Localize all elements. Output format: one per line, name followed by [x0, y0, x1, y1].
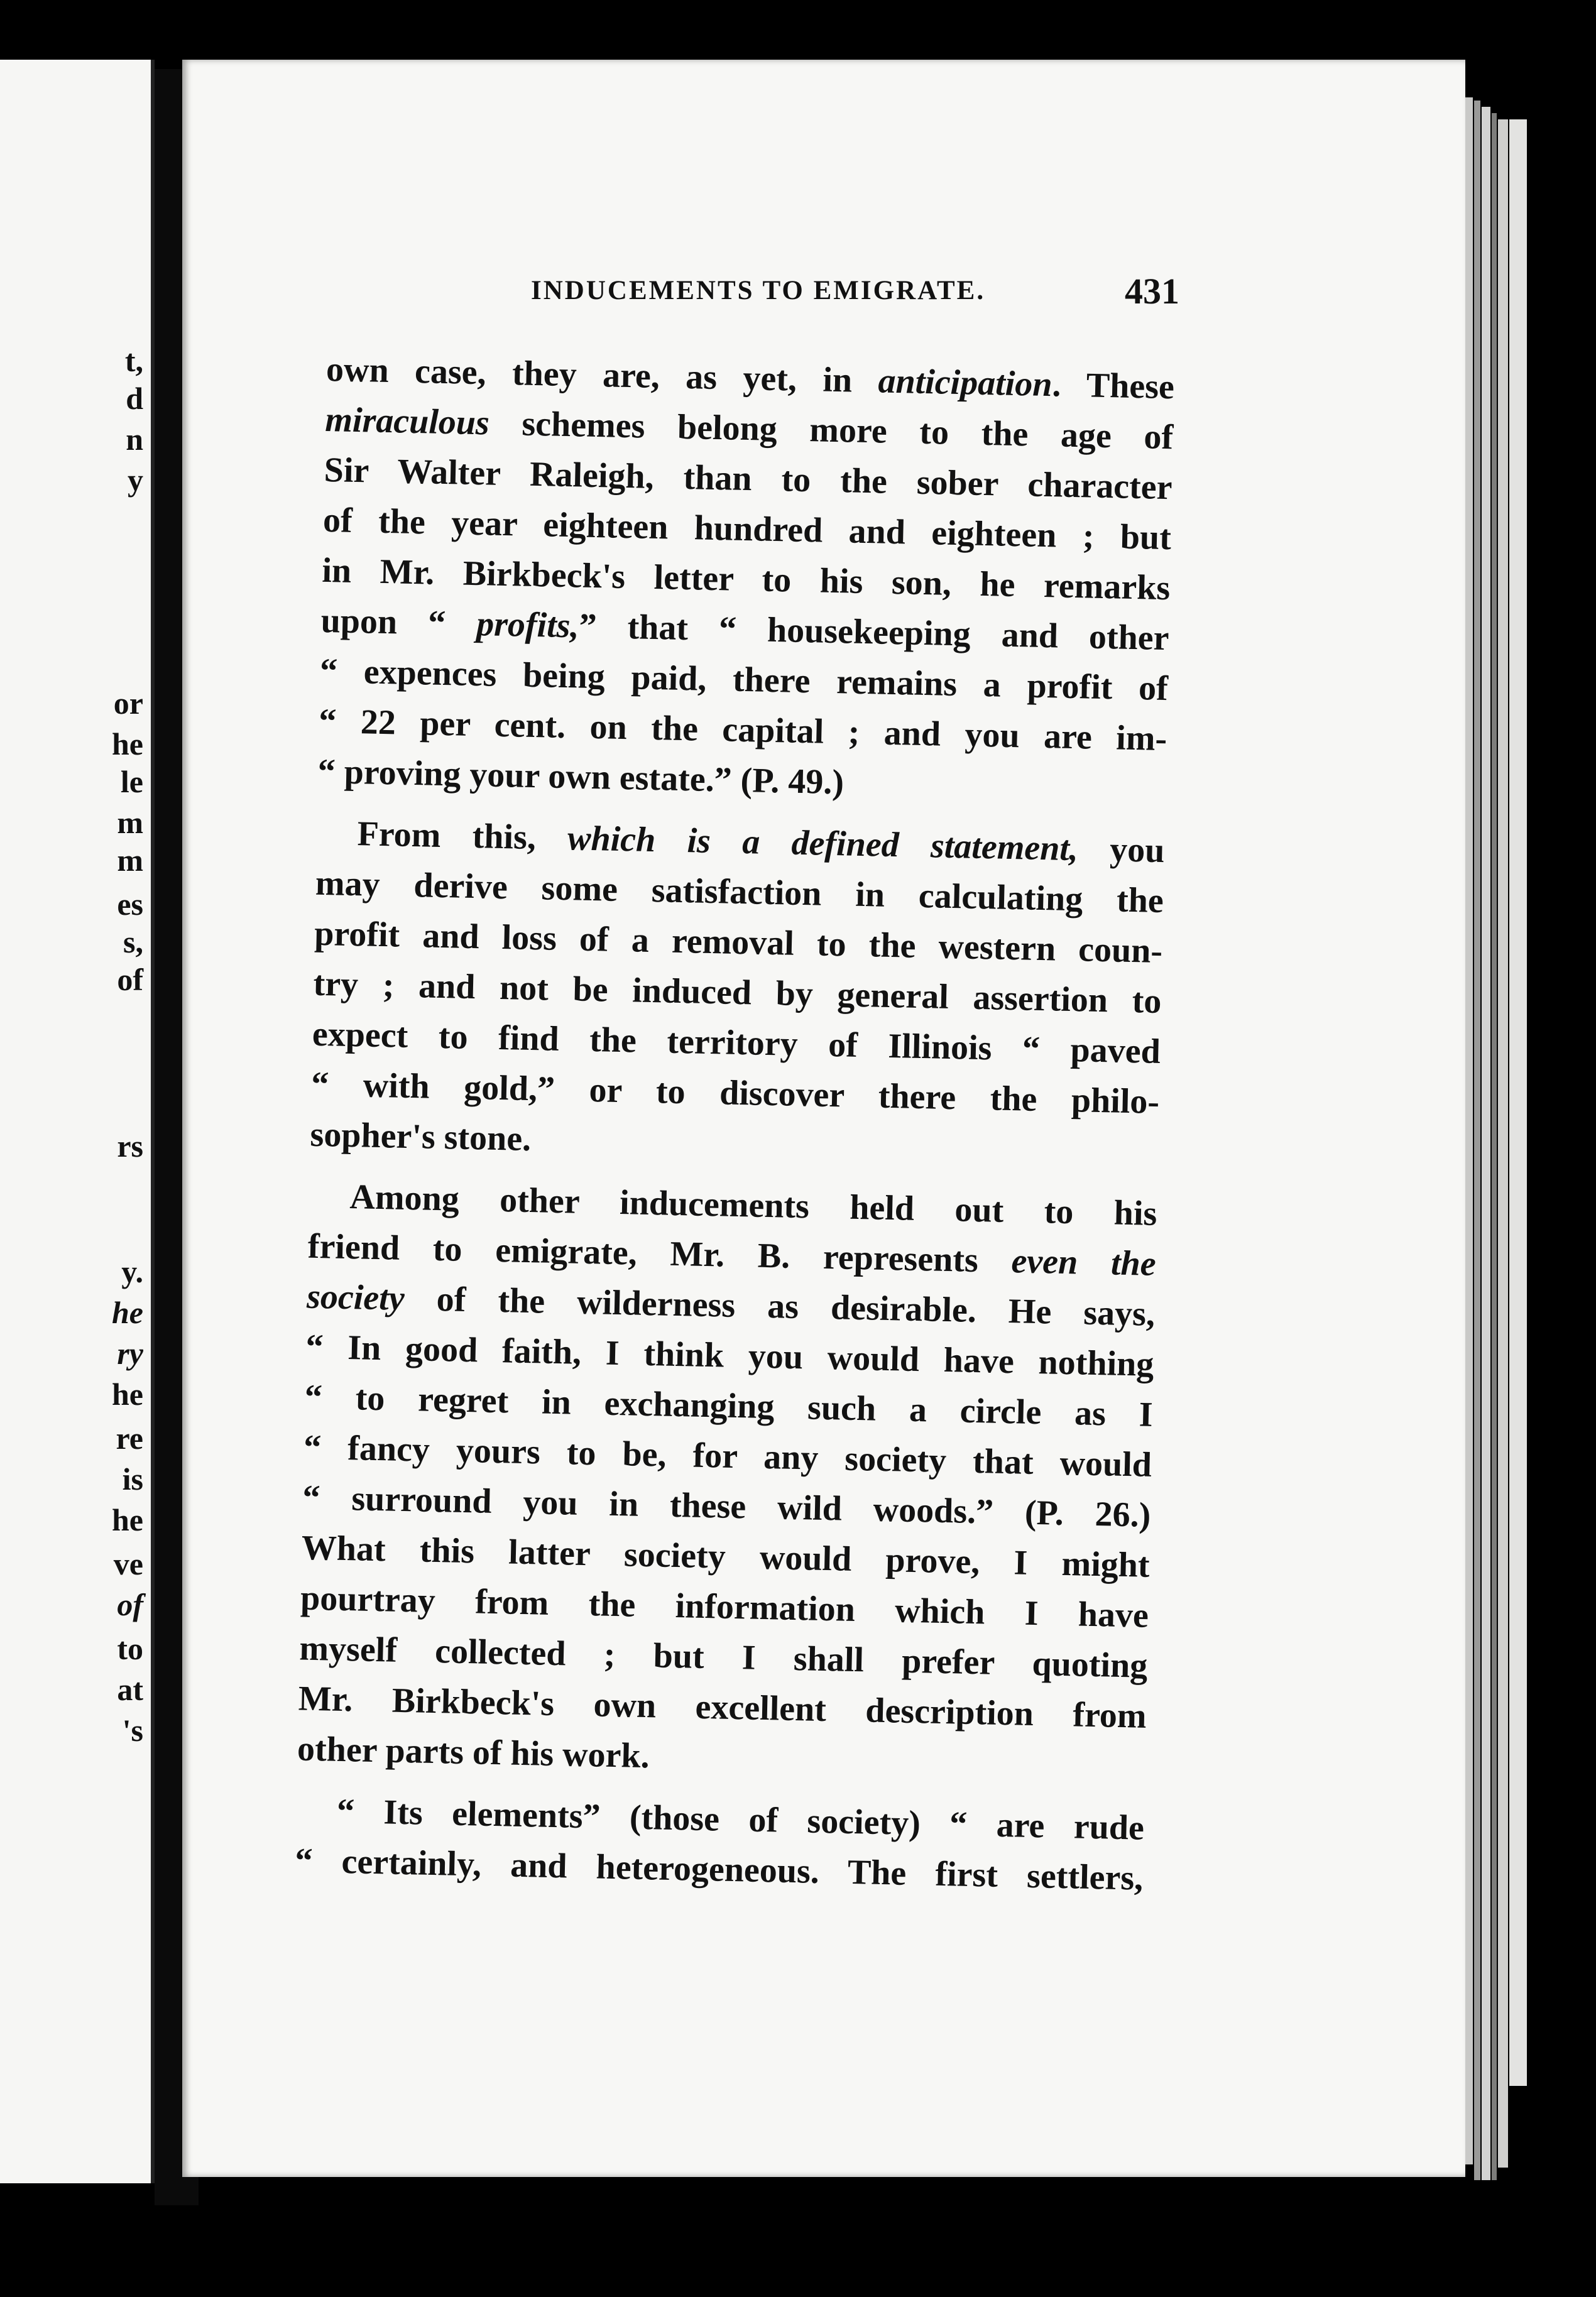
facing-page-fragment: s,: [123, 924, 143, 959]
facing-page-fragment: es: [117, 887, 143, 922]
body-text: [295, 344, 1175, 1904]
text-run: try ; and not be induced by general assertion to: [313, 964, 1162, 1022]
facing-page-fragment: ve: [113, 1546, 143, 1581]
facing-page-fragment: of: [117, 962, 143, 997]
facing-page-fragment: or: [113, 685, 143, 721]
text-run: “ to regret in exchanging such a circle as I: [304, 1377, 1154, 1434]
facing-page-fragment: rs: [117, 1128, 143, 1164]
text-run: “ expences being paid, there remains a profit of: [319, 651, 1169, 709]
facing-page-fragment: he: [112, 1502, 143, 1537]
facing-page-fragment: ry: [117, 1336, 143, 1371]
facing-page-fragment: to: [117, 1631, 143, 1666]
facing-page-fragment: d: [126, 381, 143, 416]
facing-page-fragment: he: [112, 1295, 143, 1330]
facing-page-fragment: is: [122, 1461, 143, 1497]
text-run: . These: [1051, 365, 1175, 407]
text-run: “ fancy yours to be, for any society that would: [303, 1427, 1152, 1485]
text-run: Among other inducements held out to his: [349, 1177, 1157, 1233]
facing-page-fragment: y: [128, 462, 143, 498]
italic-text: profits,: [476, 604, 580, 646]
text-run: other parts of his work.: [297, 1729, 650, 1776]
page-edge: [1509, 119, 1527, 2086]
page-edge: [1492, 113, 1497, 2180]
facing-page-fragment: n: [126, 422, 143, 457]
text-run: “ In good faith, I think you would have nothing: [305, 1327, 1154, 1384]
text-run: “ Its elements” (those of society) “ are rude: [336, 1791, 1145, 1848]
text-run: schemes belong more to the age of: [489, 403, 1174, 457]
text-run: “ with gold,” or to discover there the philo-: [310, 1064, 1160, 1122]
facing-page-fragment: re: [116, 1421, 143, 1456]
facing-page-fragment: m: [117, 805, 143, 840]
italic-text: even the: [1010, 1241, 1157, 1284]
text-run: may derive some satisfaction in calculating the: [315, 863, 1164, 921]
text-run: sopher's stone.: [310, 1115, 532, 1159]
text-run: expect to find the territory of Illinois “ paved: [312, 1014, 1161, 1072]
text-run: myself collected ; but I shall prefer quoting: [298, 1629, 1148, 1686]
text-run: of the wilderness as desirable. He says,: [404, 1279, 1156, 1334]
page-edge: [1474, 101, 1480, 2180]
text-run: pourtray from the information which I have: [300, 1578, 1149, 1635]
text-run: “ surround you in these wild woods.” (P. 26.): [302, 1478, 1151, 1535]
facing-page-fragment: he: [112, 1377, 143, 1412]
italic-text: miraculous: [324, 400, 490, 443]
facing-page-fragment: he: [112, 726, 143, 761]
text-run: own case, they are, as yet, in: [325, 349, 879, 401]
running-head: INDUCEMENTS TO EMIGRATE.: [531, 276, 986, 305]
text-run: you: [1078, 829, 1166, 871]
facing-page-fragment: of: [117, 1587, 143, 1622]
page-edge: [1465, 97, 1473, 2164]
facing-page-fragment: 's: [122, 1713, 143, 1748]
italic-text: which is a defined statement,: [567, 819, 1079, 869]
text-run: of the year eighteen hundred and eighteen ; but: [322, 500, 1172, 558]
page-number: 431: [1125, 271, 1179, 312]
text-run: “ proving your own estate.” (P. 49.): [317, 751, 844, 802]
facing-page-edge: [0, 60, 155, 2183]
text-run: “ certainly, and heterogeneous. The first settlers,: [294, 1841, 1144, 1898]
text-run: What this latter society would prove, I might: [301, 1528, 1151, 1585]
text-run: upon “: [320, 601, 477, 644]
facing-page-fragment: le: [120, 764, 143, 799]
text-run: ” that “ housekeeping and other: [578, 606, 1170, 658]
page-edge: [1498, 119, 1508, 2168]
italic-text: society: [306, 1277, 405, 1318]
text-run: From this,: [357, 814, 568, 858]
text-run: friend to emigrate, Mr. B. represents: [307, 1226, 1012, 1281]
page-edge: [1482, 107, 1490, 2180]
text-run: profit and loss of a removal to the western coun-: [314, 914, 1163, 971]
text-run: Mr. Birkbeck's own excellent description from: [298, 1679, 1147, 1736]
italic-text: anticipation: [877, 361, 1053, 405]
facing-page-fragment: at: [117, 1672, 143, 1707]
facing-page-fragment: t,: [124, 343, 143, 378]
facing-page-fragment: y.: [121, 1254, 143, 1289]
text-run: “ 22 per cent. on the capital ; and you are im-: [318, 701, 1167, 759]
text-run: Sir Walter Raleigh, than to the sober character: [324, 450, 1173, 508]
text-run: in Mr. Birkbeck's letter to his son, he remarks: [321, 550, 1171, 608]
facing-page-fragment: m: [117, 843, 143, 878]
